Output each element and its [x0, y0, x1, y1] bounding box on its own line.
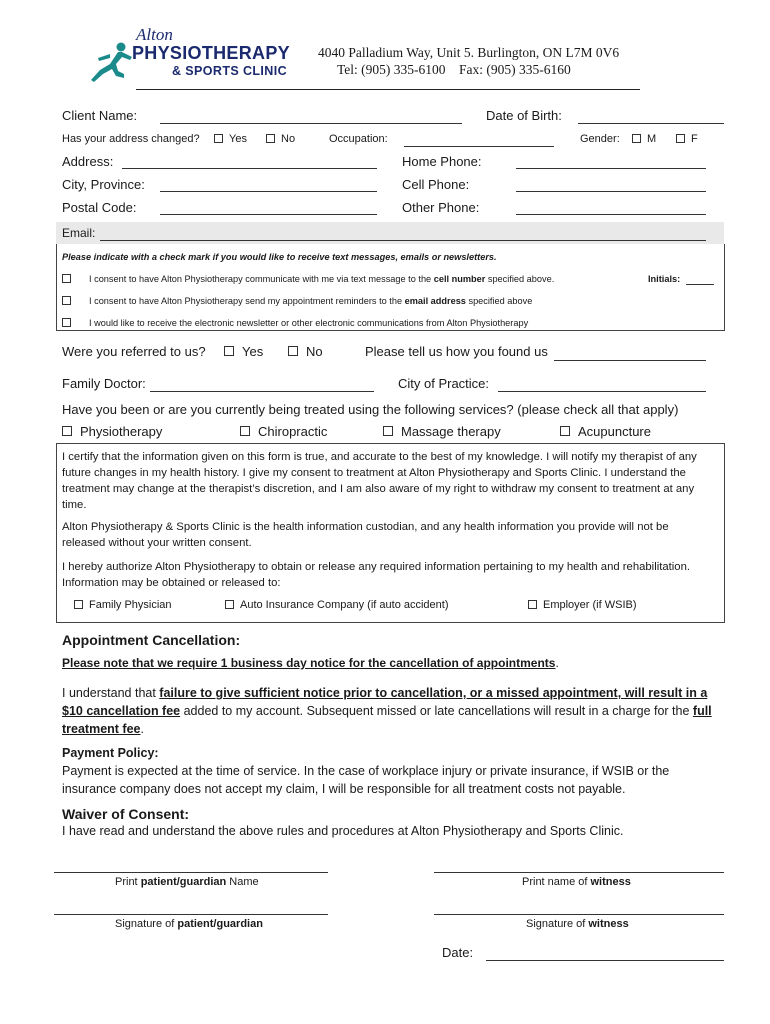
service-chiropractic[interactable]: Chiropractic: [240, 424, 327, 439]
service-massage[interactable]: Massage therapy: [383, 424, 501, 439]
client-name-field[interactable]: [160, 123, 462, 124]
checkbox[interactable]: [528, 600, 537, 609]
checkbox[interactable]: [560, 426, 570, 436]
email-label: Email:: [62, 226, 96, 240]
custodian-paragraph: Alton Physiotherapy & Sports Clinic is the health information custodian, and any health information you provide will not be released without your written consent.: [62, 521, 669, 549]
services-question: Have you been or are you currently being treated using the following services? (please check all that apply): [62, 402, 679, 417]
found-field[interactable]: [554, 360, 706, 361]
occupation-field[interactable]: [404, 146, 554, 147]
doctor-label: Family Doctor:: [62, 376, 146, 391]
patient-name-field[interactable]: [54, 872, 328, 873]
service-physiotherapy[interactable]: Physiotherapy: [62, 424, 162, 439]
clinic-address: 4040 Palladium Way, Unit 5. Burlington, ON L7M 0V6: [318, 45, 620, 60]
occupation-label: Occupation:: [329, 133, 388, 145]
city-label: City, Province:: [62, 177, 145, 192]
runner-icon: [88, 40, 134, 84]
date-label: Date:: [442, 945, 474, 960]
postal-label: Postal Code:: [62, 200, 137, 215]
waiver-text: I have read and understand the above rules and procedures at Alton Physiotherapy and Sports Clinic.: [62, 824, 624, 838]
checkbox[interactable]: [383, 426, 393, 436]
found-label: Please tell us how you found us: [365, 344, 548, 359]
client-name-label: Client Name:: [62, 108, 138, 123]
consent-email[interactable]: I consent to have Alton Physiotherapy send my appointment reminders to the email address specified above: [62, 296, 532, 306]
cancellation-heading: Appointment Cancellation:: [62, 632, 241, 648]
address-changed-yes[interactable]: Yes: [214, 133, 247, 145]
header-rule: [136, 89, 640, 90]
logo-main-text: PHYSIOTHERAPY: [132, 43, 290, 63]
address-label: Address:: [62, 154, 114, 169]
checkbox[interactable]: [632, 134, 641, 143]
patient-signature-field[interactable]: [54, 914, 328, 915]
payment-heading: Payment Policy:: [62, 746, 159, 760]
checkbox[interactable]: [676, 134, 685, 143]
checkbox[interactable]: [224, 346, 234, 356]
checkbox[interactable]: [266, 134, 275, 143]
address-changed-no[interactable]: No: [266, 133, 295, 145]
payment-text: Payment is expected at the time of service. In the case of workplace injury or private insurance, if WSIB or the insurance company does not accept my claim, I will be responsible for all treatment costs not payable.: [62, 764, 670, 796]
referred-yes[interactable]: Yes: [224, 344, 263, 359]
service-acupuncture[interactable]: Acupuncture: [560, 424, 651, 439]
authorize-paragraph: I hereby authorize Alton Physiotherapy to obtain or release any required information pertaining to my health and rehabilitation. Information may be obtained or released to:: [62, 561, 690, 589]
cell-phone-label: Cell Phone:: [402, 177, 470, 192]
cell-phone-field[interactable]: [516, 191, 706, 192]
checkbox[interactable]: [225, 600, 234, 609]
checkbox[interactable]: [62, 318, 71, 327]
witness-signature-label: Signature of witness: [526, 918, 629, 930]
logo-sub-text: & SPORTS CLINIC: [172, 64, 288, 78]
checkbox[interactable]: [74, 600, 83, 609]
waiver-heading: Waiver of Consent:: [62, 806, 190, 822]
patient-signature-label: Signature of patient/guardian: [115, 918, 263, 930]
initials-field[interactable]: [686, 284, 714, 285]
checkbox[interactable]: [62, 296, 71, 305]
certify-paragraph: I certify that the information given on this form is true, and accurate to the best of my knowledge. I will notify my therapist of any future changes in my health history. I give my consent to treatment at Alton Physiotherapy and Sports Clinic. I understand the treatment may change at the therapist’s discretion, and I am also aware of my right to withdraw my consent to treatment at any time.: [62, 451, 697, 511]
gender-f[interactable]: F: [676, 133, 698, 145]
dob-label: Date of Birth:: [486, 108, 562, 123]
clinic-phone: Tel: (905) 335-6100 Fax: (905) 335-6160: [337, 62, 571, 77]
home-phone-label: Home Phone:: [402, 154, 482, 169]
checkbox[interactable]: [240, 426, 250, 436]
checkbox[interactable]: [214, 134, 223, 143]
dob-field[interactable]: [578, 123, 724, 124]
address-changed-label: Has your address changed?: [62, 133, 200, 145]
witness-name-label: Print name of witness: [522, 876, 631, 888]
consent-sms[interactable]: I consent to have Alton Physiotherapy communicate with me via text message to the cell number specified above.: [62, 274, 554, 284]
logo-small-text: Alton: [136, 25, 173, 44]
doctor-field[interactable]: [150, 391, 374, 392]
other-phone-label: Other Phone:: [402, 200, 480, 215]
gender-label: Gender:: [580, 133, 620, 145]
other-phone-field[interactable]: [516, 214, 706, 215]
release-family-physician[interactable]: Family Physician: [74, 599, 172, 611]
witness-signature-field[interactable]: [434, 914, 724, 915]
checkbox[interactable]: [288, 346, 298, 356]
consent-newsletter[interactable]: I would like to receive the electronic newsletter or other electronic communications from Alton Physiotherapy: [62, 318, 528, 328]
patient-name-label: Print patient/guardian Name: [115, 876, 259, 888]
cancellation-notice: Please note that we require 1 business day notice for the cancellation of appointments.: [62, 656, 559, 670]
email-field[interactable]: [100, 240, 706, 241]
city-field[interactable]: [160, 191, 377, 192]
practice-city-field[interactable]: [498, 391, 706, 392]
release-employer[interactable]: Employer (if WSIB): [528, 599, 637, 611]
release-auto-insurance[interactable]: Auto Insurance Company (if auto accident): [225, 599, 449, 611]
home-phone-field[interactable]: [516, 168, 706, 169]
witness-name-field[interactable]: [434, 872, 724, 873]
referred-no[interactable]: No: [288, 344, 323, 359]
checkbox[interactable]: [62, 274, 71, 283]
consent-intro: Please indicate with a check mark if you would like to receive text messages, emails or newsletters.: [62, 252, 497, 262]
gender-m[interactable]: M: [632, 133, 656, 145]
cancellation-paragraph: I understand that failure to give sufficient notice prior to cancellation, or a missed appointment, will result in a $10 cancellation fee added to my account. Subsequent missed or late cancellations will result in a charge for the full treatment fee.: [62, 686, 712, 736]
initials-label: Initials:: [648, 274, 681, 284]
date-field[interactable]: [486, 960, 724, 961]
address-field[interactable]: [122, 168, 377, 169]
practice-city-label: City of Practice:: [398, 376, 490, 391]
referred-label: Were you referred to us?: [62, 344, 206, 359]
checkbox[interactable]: [62, 426, 72, 436]
postal-field[interactable]: [160, 214, 377, 215]
